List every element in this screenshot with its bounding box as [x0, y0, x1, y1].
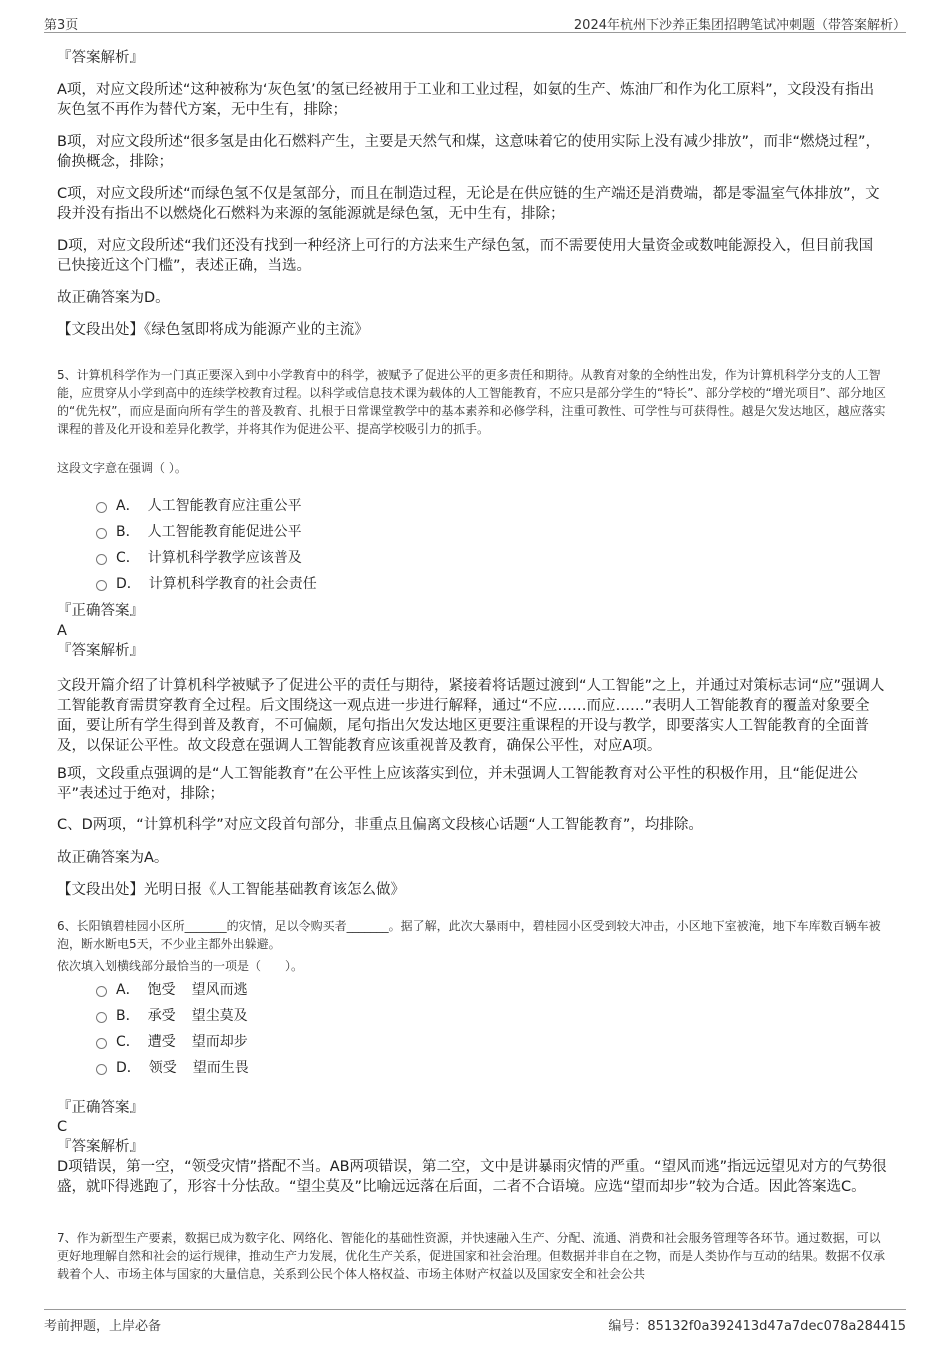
q4-source: 【文段出处】《绿色氢即将成为能源产业的主流》	[57, 322, 369, 338]
q5-answer: A	[57, 623, 67, 639]
q6-analysis-heading: 『答案解析』	[57, 1139, 144, 1155]
document-id: 编号：85132f0a392413d47a7dec078a284415	[608, 1319, 906, 1334]
q6-option-a[interactable]: A． 饱受 望风而逃	[96, 976, 496, 1002]
q4-analysis-heading: 『答案解析』	[57, 50, 144, 66]
q5-conclusion: 故正确答案为A。	[57, 850, 169, 866]
q6-answer: C	[57, 1119, 68, 1135]
q6-options	[96, 976, 496, 1080]
q5-stem: 5、计算机科学作为一门真正要深入到中小学教育中的科学，被赋予了促进公平的更多责任和期待。从教育对象的全纳性出发，作为计算机科学分支的人工智能，应贯穿从小学到高中的连续学校教育过程。以科学或信息技术课为载体的人工智能教育，不应只是部分学生的“特长”、部分学校的“增光项目”、部分地区的“优先权”，而应是面向所有学生的普及教育、扎根于日常课堂教学中的基本素养和必修学科，注重可教性、可学性与可获得性。越是欠发达地区，越应落实课程的普及化开设和差异化教学，并将其作为促进公平、提高学校吸引力的抓手。	[57, 368, 886, 436]
q5-option-b[interactable]: B． 人工智能教育能促进公平	[96, 518, 496, 544]
radio-icon[interactable]	[96, 580, 107, 591]
q5-answer-heading: 『正确答案』	[57, 603, 144, 619]
q6-option-d[interactable]: D． 领受 望而生畏	[96, 1054, 496, 1080]
q6-analysis: D项错误，第一空，“领受灾情”搭配不当。AB两项错误，第二空，文中是讲暴雨灾情的严重。“望风而逃”指远远望见对方的气势很盛，就吓得逃跑了，形容十分怯敌。“望尘莫及”比喻远远落在后面，二者不合语境。应选“望而却步”较为合适。因此答案选C。	[57, 1159, 887, 1195]
q5-analysis-heading: 『答案解析』	[57, 643, 144, 659]
radio-icon[interactable]	[96, 528, 107, 539]
radio-icon[interactable]	[96, 1038, 107, 1049]
q5-source: 【文段出处】光明日报《人工智能基础教育该怎么做》	[57, 882, 405, 898]
q6-answer-heading: 『正确答案』	[57, 1100, 144, 1116]
q5-options	[96, 492, 496, 596]
q5-option-c[interactable]: C． 计算机科学教学应该普及	[96, 544, 496, 570]
q4-analysis-d: D项，对应文段所述“我们还没有找到一种经济上可行的方法来生产绿色氢，而不需要使用大量资金或数吨能源投入，但目前我国已快接近这个门槛”，表述正确，当选。	[57, 238, 874, 274]
q6-question: 依次填入划横线部分最恰当的一项是（ ）。	[57, 959, 304, 973]
q5-question: 这段文字意在强调（ ）。	[57, 461, 187, 475]
radio-icon[interactable]	[96, 1012, 107, 1023]
page-footer	[44, 1309, 906, 1332]
q4-analysis-b: B项，对应文段所述“很多氢是由化石燃料产生，主要是天然气和煤，这意味着它的使用实际上没有减少排放”，而非“燃烧过程”，偷换概念，排除；	[57, 134, 880, 170]
radio-icon[interactable]	[96, 986, 107, 997]
page-number: 第3页	[44, 18, 79, 33]
radio-icon[interactable]	[96, 1064, 107, 1075]
q6-stem: 6、长阳镇碧桂园小区所_______的灾情，足以令购买者_______。据了解，此次大暴雨中，碧桂园小区受到较大冲击，小区地下室被淹，地下车库数百辆车被泡，断水断电5天，不少业主都外出躲避。	[57, 919, 881, 951]
radio-icon[interactable]	[96, 554, 107, 565]
q5-analysis-2: B项，文段重点强调的是“人工智能教育”在公平性上应该落实到位，并未强调人工智能教育对公平性的积极作用，且“能促进公平”表述过于绝对，排除；	[57, 766, 858, 802]
q5-option-d[interactable]: D． 计算机科学教育的社会责任	[96, 570, 496, 596]
page-header	[44, 12, 906, 33]
q4-analysis-c: C项，对应文段所述“而绿色氢不仅是氢部分，而且在制造过程，无论是在供应链的生产端还是消费端，都是零温室气体排放”，文段并没有指出不以燃烧化石燃料为来源的氢能源就是绿色氢，无中生有，排除；	[57, 186, 880, 222]
q4-conclusion: 故正确答案为D。	[57, 290, 170, 306]
q6-option-c[interactable]: C． 遭受 望而却步	[96, 1028, 496, 1054]
q5-option-a[interactable]: A． 人工智能教育应注重公平	[96, 492, 496, 518]
document-title: 2024年杭州下沙养正集团招聘笔试冲刺题（带答案解析）	[573, 18, 906, 33]
footer-slogan: 考前押题，上岸必备	[44, 1319, 162, 1334]
q4-analysis-a: A项，对应文段所述“这种被称为‘灰色氢’的氢已经被用于工业和工业过程，如氨的生产、炼油厂和作为化工原料”，文段没有指出灰色氢不再作为替代方案，无中生有，排除；	[57, 82, 875, 118]
q7-stem: 7、作为新型生产要素，数据已成为数字化、网络化、智能化的基础性资源，并快速融入生产、分配、流通、消费和社会服务管理等各环节。通过数据，可以更好地理解自然和社会的运行规律，推动生产力发展，优化生产关系，促进国家和社会治理。但数据并非自在之物，而是人类协作与互动的结果。数据不仅承载着个人、市场主体与国家的大量信息，关系到公民个体人格权益、市场主体财产权益以及国家安全和社会公共	[57, 1231, 886, 1281]
q6-option-b[interactable]: B． 承受 望尘莫及	[96, 1002, 496, 1028]
q5-analysis-1: 文段开篇介绍了计算机科学被赋予了促进公平的责任与期待，紧接着将话题过渡到“人工智能”之上，并通过对策标志词“应”强调人工智能教育需贯穿教育全过程。后文围绕这一观点进一步进行解释，通过“不应……而应……”表明人工智能教育的覆盖对象要全面，要让所有学生得到普及教育，不可偏颇，尾句指出欠发达地区更要注重课程的开设与教学，即要落实人工智能教育的全面普及，以保证公平性。故文段意在强调人工智能教育应该重视普及教育，确保公平性，对应A项。	[57, 678, 885, 754]
radio-icon[interactable]	[96, 502, 107, 513]
q5-analysis-3: C、D两项，“计算机科学”对应文段首句部分，非重点且偏离文段核心话题“人工智能教育”，均排除。	[57, 817, 703, 833]
